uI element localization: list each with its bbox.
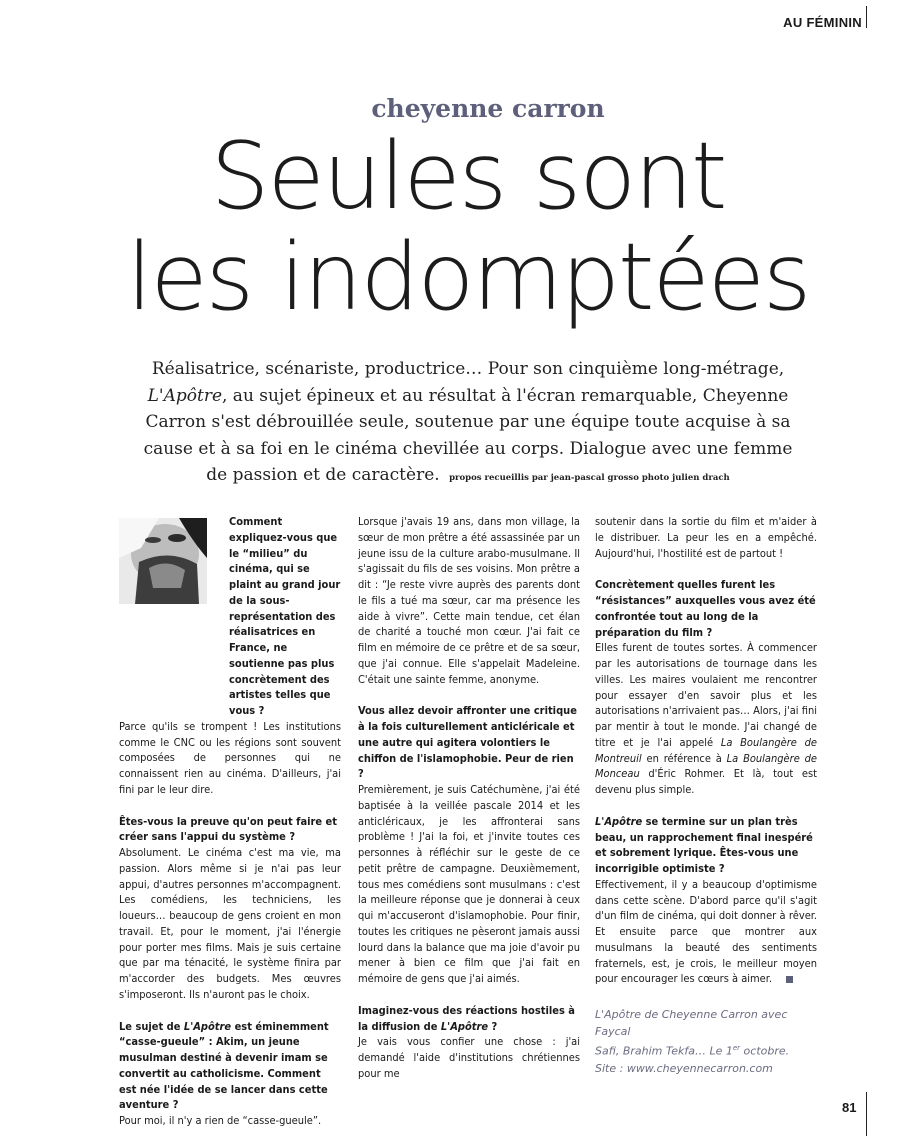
caption-line-2-part-1: Safi, Brahim Tekfa… Le 1 [595, 1044, 733, 1058]
answer-5: Je vais vous confier une chose : j'ai demandé l'aide d'institutions chrétiennes pour me [358, 1035, 580, 1080]
caption-line-1: L'Apôtre de Cheyenne Carron avec Faycal [595, 1008, 788, 1038]
caption-ordinal: er [732, 1044, 741, 1052]
answer-6 [595, 640, 817, 798]
question-5-part-2: ? [488, 1019, 498, 1033]
answer-6-film-2: La Boulangère de Monceau [595, 751, 818, 781]
question-7-film-title: L'Apôtre [595, 814, 643, 828]
column-3 [595, 514, 817, 987]
question-2: Êtes-vous la preuve qu'on peut faire et créer sans l'appui du système ? [119, 814, 338, 844]
answer-6-part-2: en référence à [641, 751, 727, 765]
answer-2: Absolument. Le cinéma c'est ma vie, ma passion. Alors même si je n'ai pas leur appui, d'autres personnes m'accompagnent. Les comédiens, les techniciens, les loueurs… beaucoup de gens croient en mon travail. Et, pour le moment, j'ai l'énergie pour porter mes films. Mais je suis certaine que par ma ténacité, le système finira par m'accorder des budgets. Mes œuvres s'imposeront. Ils n'auront pas le choix. [119, 846, 341, 1001]
question-7-text: se termine sur un plan très beau, un rapprochement final inespéré et sobrement lyrique. Êtes-vous une incorrigible optimiste ? [595, 814, 813, 875]
answer-3: Pour moi, il n'y a rien de “casse-gueule”. [119, 1114, 322, 1127]
answer-1: Parce qu'ils se trompent ! Les institutions comme le CNC ou les régions sont souvent composées de personnes qui ne connaissent rien au cinéma. D'ailleurs, j'ai fini par le leur dire. [119, 719, 341, 796]
end-mark [786, 976, 793, 983]
question-5-film-title: L'Apôtre [440, 1019, 489, 1033]
byline-credit: propos recueillis par jean-pascal grosso photo julien drach [449, 473, 730, 483]
caption-website: Site : www.cheyennecarron.com [595, 1061, 773, 1075]
caption-line-2 [595, 1040, 825, 1060]
section-tag: AU FÉMININ [783, 15, 862, 30]
question-7 [595, 814, 817, 877]
headline [0, 122, 900, 331]
page-number: 81 [842, 1100, 857, 1115]
footer-rule [866, 1092, 867, 1136]
question-5-part-1: Imaginez-vous des réactions hostiles à la diffusion de [358, 1003, 575, 1033]
headline-line-1: Seules sont [210, 122, 726, 230]
question-3-film-title: L'Apôtre [183, 1019, 232, 1033]
column-2 [358, 514, 580, 1082]
answer-6-part-1: Elles furent de toutes sortes. À commencer par les autorisations de tournage dans les villes. Les maires voulaient me rencontrer pour essayer d'en savoir plus et les autorisations n'arrivaient pas… Alors, j'ai fini par mentir à tout le monde. J'ai changé de titre et je l'ai appelé [595, 641, 817, 749]
headline-line-2: les indomptées [126, 223, 810, 331]
answer-6-film-1: La Boulangère de Montreuil [595, 735, 817, 765]
standfirst-film-title: L'Apôtre [147, 385, 222, 406]
question-3-part-2: est éminemment “casse-gueule” : Akim, un jeune musulman destiné à devenir imam se convertit au catholicisme. Comment est née l'idée de se lancer dans cette aventure ? [119, 1019, 329, 1112]
header-rule [866, 6, 867, 28]
film-caption [595, 1006, 825, 1077]
answer-7 [595, 877, 817, 987]
standfirst-part-2: , au sujet épineux et au résultat à l'écran remarquable, Cheyenne Carron s'est débrouillée seule, soutenue par une équipe toute acquise à sa cause et à sa foi en le cinéma chevillée au corps. Dialogue avec une femme de passion et de caractère. [143, 385, 793, 485]
question-3-part-1: Le sujet de [119, 1019, 184, 1033]
standfirst [138, 356, 798, 492]
answer-5-continued: soutenir dans la sortie du film et m'aider à le distribuer. La peur les en a empêché. Aujourd'hui, l'hostilité est de partout ! [595, 515, 817, 560]
question-6: Concrètement quelles furent les “résistances” auxquelles vous avez été confrontée tout au long de la préparation du film ? [595, 578, 816, 639]
standfirst-part-1: Réalisatrice, scénariste, productrice… Pour son cinquième long-métrage, [151, 359, 785, 379]
answer-4: Premièrement, je suis Catéchumène, j'ai été baptisée à la veillée pascale 2014 et les anticléricaux, je les affronterai sans problème ! J'ai la foi, et j'invite toutes ces personnes à réfléchir sur le geste de ce petit prêtre de campagne. Deuxièmement, tous mes comédiens sont musulmans : c'est la meilleure réponse que je donnerai à ceux qui m'accuseront d'islamophobie. Pour finir, toutes les critiques ne pèseront jamais aussi lourd dans la balance que ma joie d'avoir pu mener à bien ce film que j'ai fait en mémoire de gens que j'ai aimés. [358, 783, 580, 985]
answer-6-part-3: d'Éric Rohmer. Et là, tout est devenu plus simple. [595, 767, 817, 796]
answer-7-text: Effectivement, il y a beaucoup d'optimisme dans cette scène. D'abord parce qu'il s'agit d'un film de cinéma, qui doit donner à rêver. Et ensuite parce que montrer aux musulmans la beauté des sentiments fraternels, est, je crois, le meilleur moyen pour encourager les cœurs à aimer. [595, 877, 817, 986]
column-1 [119, 514, 341, 1129]
question-3 [119, 1019, 341, 1114]
answer-3-continued: Lorsque j'avais 19 ans, dans mon village, la sœur de mon prêtre a été assassinée par un jeune issu de la culture arabo-musulmane. Il s'agissait du fils de ses voisins. Mon prêtre a dit : “Je reste vivre auprès des parents dont le fils a tué ma sœur, car ma présence les aide à vivre”. Cette main tendue, cet élan de charité a touché mon cœur. J'ai fait ce film en mémoire de ce prêtre et de sa sœur, que j'ai connue. Elle s'appelait Madeleine. C'était une sainte femme, anonyme. [358, 515, 580, 686]
question-4: Vous allez devoir affronter une critique à la fois culturellement anticléricale et une autre qui agitera volontiers le chiffon de l'islamophobie. Peur de rien ? [358, 704, 577, 781]
caption-line-2-part-2: octobre. [740, 1044, 790, 1058]
question-5 [358, 1003, 580, 1035]
kicker: cheyenne carron [371, 94, 605, 123]
question-1: Comment expliquez-vous que le “milieu” du cinéma, qui se plaint au grand jour de la sous-représentation des réalisatrices en France, ne soutienne pas plus concrètement des artistes telles que vous ? [229, 515, 341, 717]
